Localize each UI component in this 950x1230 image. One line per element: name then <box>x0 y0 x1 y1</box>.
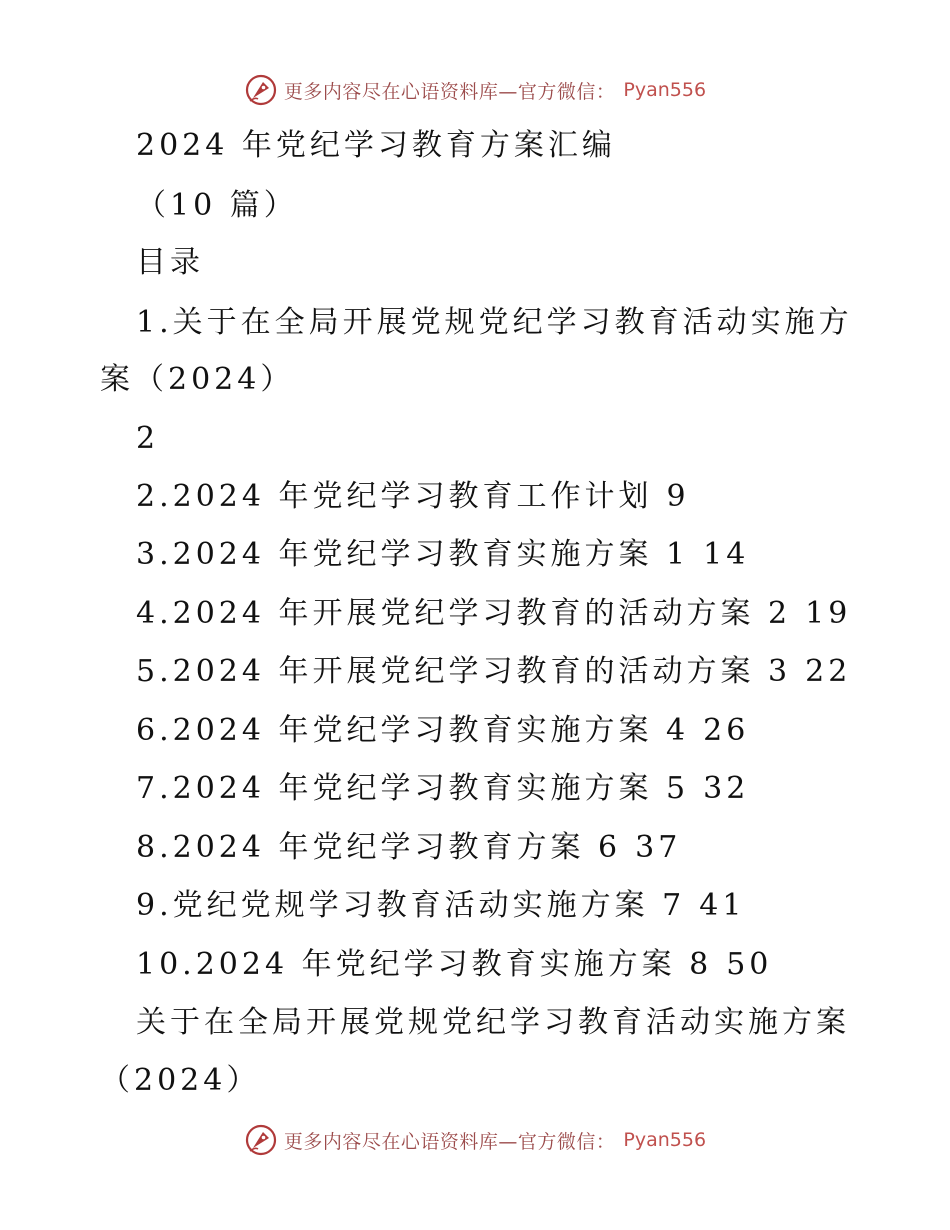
toc-item-page: 37 <box>635 830 682 865</box>
toc-item-label: 9.党纪党规学习教育活动实施方案 7 <box>136 888 686 923</box>
toc-item <box>136 828 681 868</box>
toc-item-1-page: 2 <box>136 421 160 456</box>
toc-item <box>136 886 745 926</box>
toc-item-label: 4.2024 年开展党纪学习教育的活动方案 2 <box>136 596 792 631</box>
pen-nib-logo-icon <box>244 1123 278 1157</box>
toc-item-page: 32 <box>703 771 750 806</box>
toc-item-label: 7.2024 年党纪学习教育实施方案 5 <box>136 771 690 806</box>
pen-nib-logo-icon <box>244 73 278 107</box>
toc-item-label: 10.2024 年党纪学习教育实施方案 8 <box>136 947 713 982</box>
footer-watermark <box>0 1120 950 1160</box>
toc-item-label: 2.2024 年党纪学习教育工作计划 <box>136 479 653 514</box>
toc-item-page: 50 <box>726 947 773 982</box>
watermark-wechat-id: Pyan556 <box>623 79 707 101</box>
toc-item <box>136 535 749 575</box>
toc-item-label: 5.2024 年开展党纪学习教育的活动方案 3 <box>136 654 792 689</box>
toc-item-1-line-1: 1.关于在全局开展党规党纪学习教育活动实施方 <box>136 305 853 340</box>
watermark-text: 更多内容尽在心语资料库—官方微信： <box>283 1130 616 1153</box>
watermark-wechat-id: Pyan556 <box>623 1129 707 1151</box>
document-title: 2024 年党纪学习教育方案汇编 <box>136 128 616 163</box>
document-subtitle: （10 篇） <box>136 188 298 223</box>
toc-item-page: 26 <box>703 713 750 748</box>
toc-item-page: 9 <box>666 479 690 514</box>
header-watermark <box>0 70 950 110</box>
toc-item <box>136 477 690 517</box>
section-title-line-2: （2024） <box>100 1063 261 1098</box>
toc-item-label: 6.2024 年党纪学习教育实施方案 4 <box>136 713 690 748</box>
watermark-text: 更多内容尽在心语资料库—官方微信： <box>283 80 616 103</box>
toc-item-page: 41 <box>699 888 746 923</box>
toc-item-page: 22 <box>805 654 852 689</box>
toc-item-1-line-2: 案（2024） <box>100 362 295 397</box>
toc-item <box>136 769 749 809</box>
toc-heading: 目录 <box>136 245 204 280</box>
toc-item <box>136 945 772 985</box>
toc-item-page: 14 <box>703 537 750 572</box>
toc-item-label: 8.2024 年党纪学习教育方案 6 <box>136 830 622 865</box>
toc-item-page: 19 <box>805 596 852 631</box>
toc-item-label: 3.2024 年党纪学习教育实施方案 1 <box>136 537 690 572</box>
toc-item <box>136 711 749 751</box>
toc-item <box>136 652 851 692</box>
toc-item <box>136 594 851 634</box>
section-title-line-1: 关于在全局开展党规党纪学习教育活动实施方案 <box>136 1005 850 1040</box>
